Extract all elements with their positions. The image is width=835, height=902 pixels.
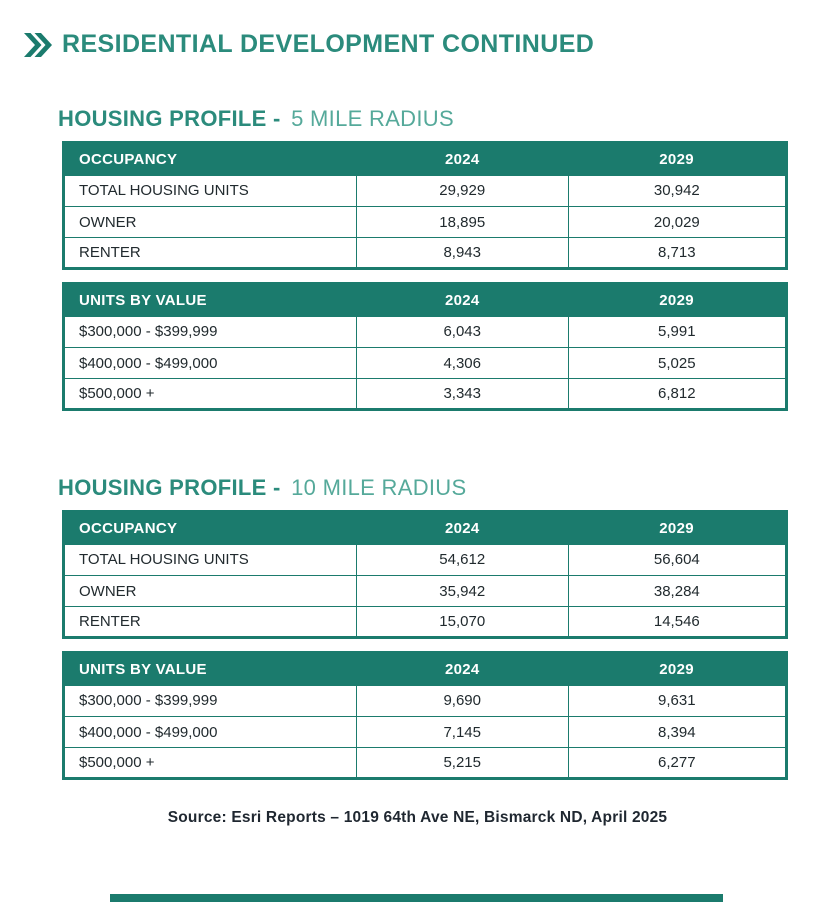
cell-2029: 5,991	[568, 317, 786, 348]
occupancy-table-5-mile	[62, 141, 788, 270]
column-header-2024: 2024	[356, 284, 568, 317]
cell-2024: 35,942	[356, 576, 568, 607]
table-row	[64, 748, 787, 779]
cell-2024: 7,145	[356, 717, 568, 748]
table-row	[64, 348, 787, 379]
row-label: $500,000 +	[64, 379, 357, 410]
page-title: RESIDENTIAL DEVELOPMENT CONTINUED	[62, 30, 595, 58]
cell-2024: 29,929	[356, 176, 568, 207]
row-label: TOTAL HOUSING UNITS	[64, 545, 357, 576]
footer-accent-bar	[110, 894, 723, 902]
row-label: $500,000 +	[64, 748, 357, 779]
column-header-units-by-value: UNITS BY VALUE	[64, 653, 357, 686]
cell-2029: 14,546	[568, 607, 786, 638]
column-header-occupancy: OCCUPANCY	[64, 143, 357, 176]
table-row	[64, 238, 787, 269]
cell-2029: 8,394	[568, 717, 786, 748]
table-row	[64, 686, 787, 717]
cell-2024: 3,343	[356, 379, 568, 410]
cell-2029: 9,631	[568, 686, 786, 717]
table-row	[64, 379, 787, 410]
cell-2029: 5,025	[568, 348, 786, 379]
table-row	[64, 317, 787, 348]
row-label: $400,000 - $499,000	[64, 717, 357, 748]
source-note: Source: Esri Reports – 1019 64th Ave NE, Bismarck ND, April 2025	[167, 809, 668, 826]
table-row	[64, 607, 787, 638]
cell-2024: 4,306	[356, 348, 568, 379]
cell-2024: 6,043	[356, 317, 568, 348]
double-chevron-right-icon	[22, 31, 52, 59]
cell-2029: 6,277	[568, 748, 786, 779]
column-header-2029: 2029	[568, 512, 786, 545]
section-10-mile-radius	[58, 475, 788, 780]
column-header-2024: 2024	[356, 653, 568, 686]
occupancy-table-10-mile	[62, 510, 788, 639]
section-heading-bold: HOUSING PROFILE -	[58, 475, 281, 500]
section-5-mile-radius	[58, 106, 788, 411]
cell-2029: 20,029	[568, 207, 786, 238]
column-header-units-by-value: UNITS BY VALUE	[64, 284, 357, 317]
cell-2024: 9,690	[356, 686, 568, 717]
cell-2029: 38,284	[568, 576, 786, 607]
section-heading-light: 5 MILE RADIUS	[291, 106, 454, 131]
cell-2024: 18,895	[356, 207, 568, 238]
row-label: RENTER	[64, 238, 357, 269]
table-header-row	[64, 653, 787, 686]
row-label: OWNER	[64, 576, 357, 607]
cell-2029: 8,713	[568, 238, 786, 269]
cell-2024: 8,943	[356, 238, 568, 269]
cell-2024: 54,612	[356, 545, 568, 576]
cell-2029: 30,942	[568, 176, 786, 207]
cell-2029: 6,812	[568, 379, 786, 410]
section-heading-10-mile	[58, 475, 788, 501]
cell-2029: 56,604	[568, 545, 786, 576]
column-header-2029: 2029	[568, 143, 786, 176]
column-header-occupancy: OCCUPANCY	[64, 512, 357, 545]
cell-2024: 5,215	[356, 748, 568, 779]
cell-2024: 15,070	[356, 607, 568, 638]
column-header-2024: 2024	[356, 143, 568, 176]
row-label: $300,000 - $399,999	[64, 686, 357, 717]
row-label: OWNER	[64, 207, 357, 238]
table-row	[64, 545, 787, 576]
table-row	[64, 207, 787, 238]
table-header-row	[64, 512, 787, 545]
column-header-2029: 2029	[568, 284, 786, 317]
section-heading-5-mile	[58, 106, 788, 132]
row-label: $400,000 - $499,000	[64, 348, 357, 379]
table-header-row	[64, 143, 787, 176]
section-heading-bold: HOUSING PROFILE -	[58, 106, 281, 131]
row-label: RENTER	[64, 607, 357, 638]
page-header	[0, 0, 835, 59]
row-label: TOTAL HOUSING UNITS	[64, 176, 357, 207]
units-by-value-table-10-mile	[62, 651, 788, 780]
units-by-value-table-5-mile	[62, 282, 788, 411]
table-row	[64, 576, 787, 607]
row-label: $300,000 - $399,999	[64, 317, 357, 348]
table-row	[64, 176, 787, 207]
table-header-row	[64, 284, 787, 317]
section-heading-light: 10 MILE RADIUS	[291, 475, 467, 500]
column-header-2029: 2029	[568, 653, 786, 686]
column-header-2024: 2024	[356, 512, 568, 545]
table-row	[64, 717, 787, 748]
